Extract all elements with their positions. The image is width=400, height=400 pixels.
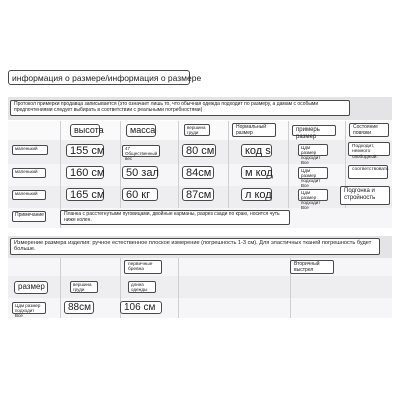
header-chest: вершина груди [184,124,210,136]
row-2-status: соответствовать [348,165,388,179]
row-1-status: Подходит, немного свободный. [348,142,390,156]
row-3-chest: 87см [182,188,214,201]
row-2-chest: 84см [182,166,214,179]
header2-chest: вершина груди [70,281,98,293]
header-normal-size: Нормальный размер [232,123,276,137]
row-1-fit-label: Цдм размер подходит Bce [298,144,328,156]
row-3-status: Подгонка и стройность [340,186,390,205]
row-1-weight: 47 Общественный вес [122,145,160,157]
col-secondary-shot: Вторичный выстрел [290,260,334,274]
value-length: 106 см [120,301,162,314]
page-title: информация о размере/информация о размере [8,70,190,85]
measurement-note: Измерение размера изделия: ручное естественное плоское измерение (погрешность 1-3 см). Для эластичных тканей погрешность будет больше. [10,238,380,255]
row-3-weight: 60 кг [122,188,158,201]
table2-subheader-row [8,258,392,276]
row-3-size: л код [241,188,272,201]
row-2-fit-label: Цдм размер подходит Bce [298,167,328,179]
header-weight: масса [126,124,156,137]
row-2-label: маленький [12,168,46,178]
fitting-protocol-note: Протокол примерки продавца записывается (это означает лишь то, что обычная одежда подходит по размеру, а дамам с особыми предпочтениями следует выбирать в соответствии с реальными потребностями) [10,100,350,116]
header-try-size: примерь размер [292,125,336,136]
header-height: высота [70,124,100,137]
header2-length: длина одежды [128,281,156,293]
footnote-label: Примечание [12,211,46,222]
table2-fit-label: Цдм размер подходит Bce [12,302,46,314]
row-2-size: м код [241,166,272,179]
row-1-label: маленький [12,145,48,155]
header-bandage-status: Состояние повязки [349,123,389,137]
size-row-label: размер [14,281,48,294]
col-primary-logs: первичные бревна [124,260,162,274]
row-3-fit-label: Цдм размер подходит Bce [298,189,328,201]
row-1-height: 155 см [66,144,104,157]
row-1-chest: 80 см [182,144,216,157]
value-chest: 88см [64,301,94,314]
row-2-weight: 50 зал [122,166,158,179]
table2-header-row [8,276,392,298]
row-1-size: код s [241,144,272,157]
row-3-label: маленький [12,190,46,200]
footnote-text: Планка с расстегнутыми пуговицами, двойные карманы, разрез сзади по краю, носится чуть ниже колен. [60,210,290,225]
row-3-height: 165 см [66,188,104,201]
row-2-height: 160 см [66,166,104,179]
